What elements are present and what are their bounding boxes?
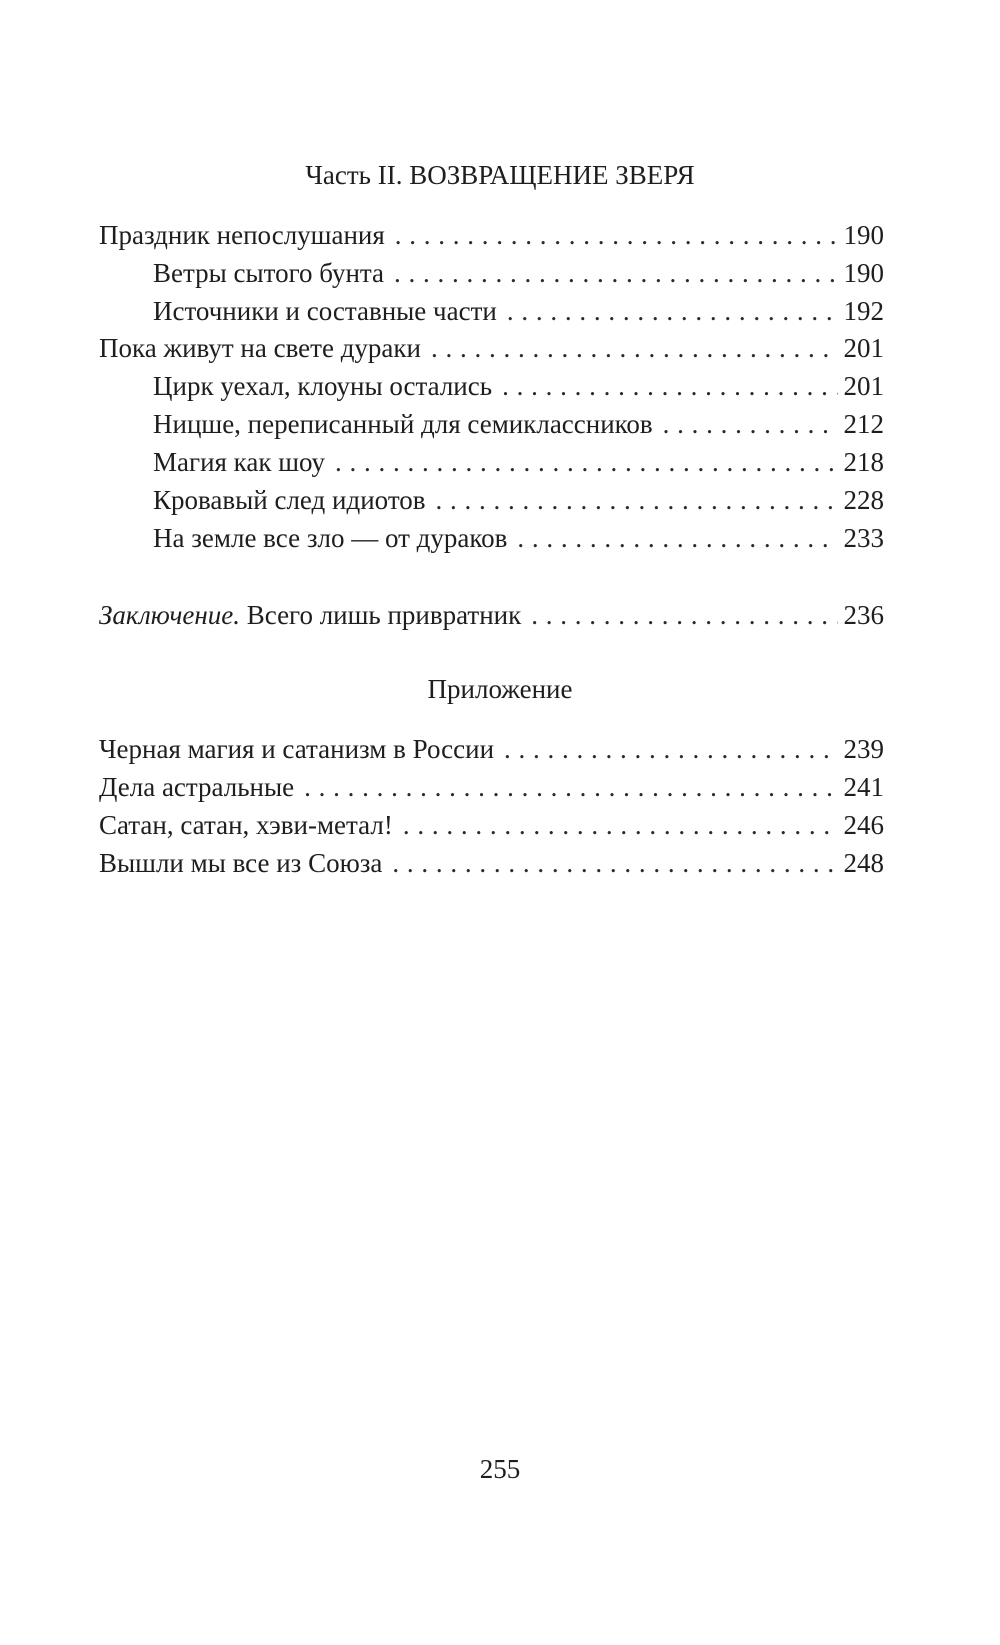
toc-conclusion [99, 597, 884, 633]
toc-entry-page: 190 [843, 258, 884, 288]
toc-entry-title: Ветры сытого бунта [153, 258, 385, 288]
toc-entry-title: Черная магия и сатанизм в России [99, 734, 495, 764]
toc-entry-page: 246 [843, 810, 884, 840]
toc-entry-title: Праздник непослушания [99, 220, 385, 250]
page-number: 255 [479, 1454, 521, 1484]
dot-leader [436, 482, 838, 518]
toc-subentry [153, 520, 884, 556]
toc-entry [99, 731, 884, 767]
toc-entry-page: 212 [843, 409, 884, 439]
dot-leader [517, 520, 837, 556]
toc-subentry [153, 293, 884, 329]
toc-entry-title: Ницше, переписанный для семиклассников [153, 409, 653, 439]
toc-entry-page: 236 [843, 600, 884, 630]
toc-entry-page: 239 [843, 734, 884, 764]
part-heading: Часть II. ВОЗВРАЩЕНИЕ ЗВЕРЯ [305, 160, 695, 190]
dot-leader [431, 330, 838, 366]
toc-subentry [153, 444, 884, 480]
dot-leader [403, 807, 838, 843]
dot-leader [335, 444, 837, 480]
toc-entry-page: 241 [843, 772, 884, 802]
dot-leader [531, 597, 837, 633]
toc-entry-title: Пока живут на свете дураки [99, 333, 421, 363]
toc-entry-page: 218 [843, 447, 884, 477]
toc-subentry [153, 482, 884, 518]
toc-subentry [153, 368, 884, 404]
toc-entry-title: Сатан, сатан, хэви-метал! [99, 810, 393, 840]
dot-leader [663, 406, 838, 442]
toc-subentry [153, 255, 884, 291]
toc-entry-title: Источники и составные части [153, 296, 497, 326]
toc-entry [99, 330, 884, 366]
dot-leader [502, 368, 837, 404]
dot-leader [304, 769, 837, 805]
toc-entry-title [99, 597, 521, 633]
toc-entry-page: 190 [843, 220, 884, 250]
toc-entry-page: 201 [843, 333, 884, 363]
conclusion-label: Заключение. [99, 600, 240, 630]
dot-leader [395, 217, 838, 253]
toc-entry-title: Дела астральные [99, 772, 295, 802]
toc-entry-page: 192 [843, 296, 884, 326]
dot-leader [394, 255, 837, 291]
toc-entry [99, 807, 884, 843]
toc-entry-page: 248 [843, 848, 884, 878]
toc-entry-title: Цирк уехал, клоуны остались [153, 371, 493, 401]
toc-entry-page: 201 [843, 371, 884, 401]
toc-entry-title: Магия как шоу [153, 447, 326, 477]
dot-leader [392, 845, 837, 881]
toc-subentry [153, 406, 884, 442]
dot-leader [507, 293, 838, 329]
toc-entry-page: 228 [843, 485, 884, 515]
toc-entry [99, 217, 884, 253]
appendix-heading: Приложение [427, 674, 573, 704]
dot-leader [504, 731, 837, 767]
toc-entry-page: 233 [843, 523, 884, 553]
toc-entry-title: На земле все зло — от дураков [153, 523, 508, 553]
toc-entry [99, 845, 884, 881]
toc-entry-title: Кровавый след идиотов [153, 485, 426, 515]
conclusion-title: Всего лишь привратник [240, 600, 522, 630]
toc-entry-title: Вышли мы все из Союза [99, 848, 383, 878]
toc-entry [99, 769, 884, 805]
